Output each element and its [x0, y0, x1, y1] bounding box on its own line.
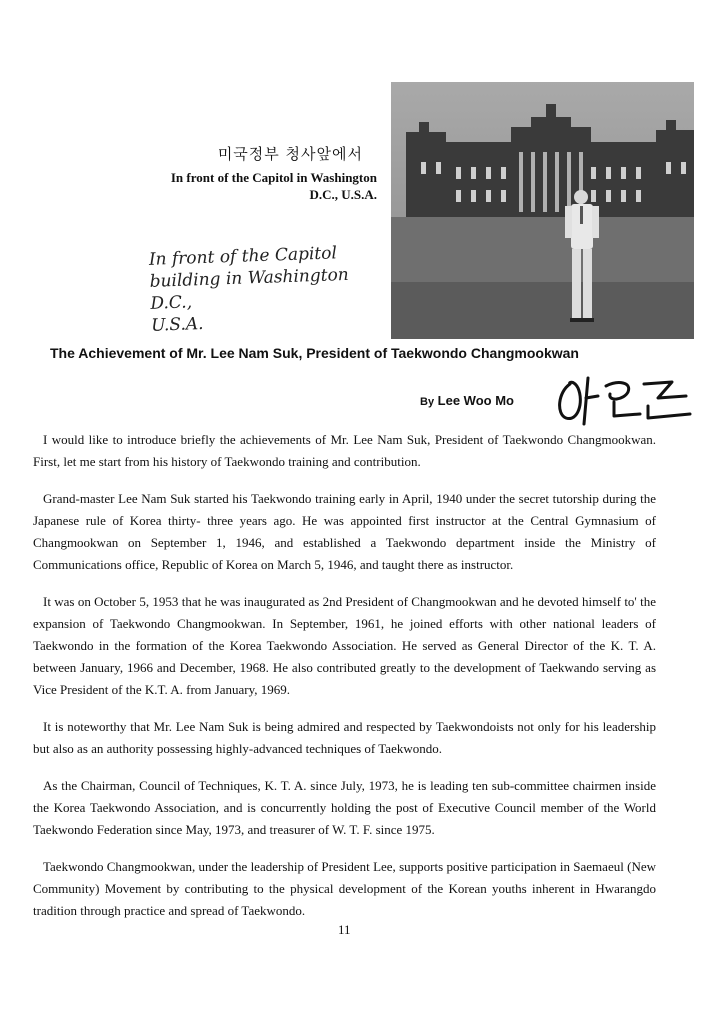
handwritten-line: In front of the Capitol — [148, 243, 338, 270]
body-paragraph: I would like to introduce briefly the achievements of Mr. Lee Nam Suk, President of Taekwondo Changmookwan. First, let me start from his history of Taekwondo training and contribution. — [33, 432, 656, 469]
capitol-photo — [391, 82, 694, 339]
author-signature — [548, 372, 696, 428]
byline-prefix: By — [420, 396, 435, 408]
byline — [420, 393, 514, 408]
article-title: The Achievement of Mr. Lee Nam Suk, President of Taekwondo Changmookwan — [50, 345, 579, 361]
caption-korean: 미국정부 청사앞에서 — [217, 145, 363, 163]
body-paragraph: It was on October 5, 1953 that he was inaugurated as 2nd President of Changmookwan and he devoted himself to' the expansion of Taekwondo Changmookwan. In September, 1961, he joined efforts with other national leaders of Taekwondo in the formation of the Korea Taekwondo Association. He served as General Director of the K. T. A. between January, 1966 and December, 1968. He also contributed greatly to the development of Taekwando serving as Vice President of the K.T. A. from January, 1969. — [33, 594, 656, 697]
handwritten-line: building in Washington D.C., — [149, 264, 350, 314]
caption-english-line2: D.C., U.S.A. — [309, 187, 377, 202]
signature-graphic — [548, 372, 696, 428]
body-paragraph: As the Chairman, Council of Techniques, K. T. A. since July, 1973, he is leading ten sub-committee chairmen inside the Korea Taekwondo Association, and is concurrently holding the post of Executive Council member of the World Taekwondo Federation since May, 1973, and treasurer of W. T. F. since 1975. — [33, 778, 656, 837]
page-number: 11 — [338, 922, 351, 937]
body-paragraph: Grand-master Lee Nam Suk started his Taekwondo training early in April, 1940 under the secret tutorship during the Japanese rule of Korea thirty- three years ago. He was appointed first instructor at the Central Gymnasium of Changmookwan on September 1, 1946, and established a Taekwondo department inside the Ministry of Communications office, Republic of Korea on March 5, 1946, and taught there as instructor. — [33, 491, 656, 572]
body-paragraph: It is noteworthy that Mr. Lee Nam Suk is being admired and respected by Taekwondoists not only for his leadership but also as an authority possessing highly-advanced techniques of Taekwondo. — [33, 719, 656, 756]
body-paragraph: Taekwondo Changmookwan, under the leadership of President Lee, supports positive participation in Saemaeul (New Community) Movement by contributing to the physical development of the Korean youths inherent in Hwarangdo tradition through practice and spread of Taekwondo. — [33, 859, 656, 918]
caption-english-line1: In front of the Capitol in Washington — [170, 170, 377, 185]
handwritten-line: U.S.A. — [150, 313, 204, 336]
article-body — [33, 429, 656, 937]
byline-author: Lee Woo Mo — [434, 393, 514, 408]
handwritten-caption — [149, 241, 372, 337]
photo-illustration — [391, 82, 694, 339]
